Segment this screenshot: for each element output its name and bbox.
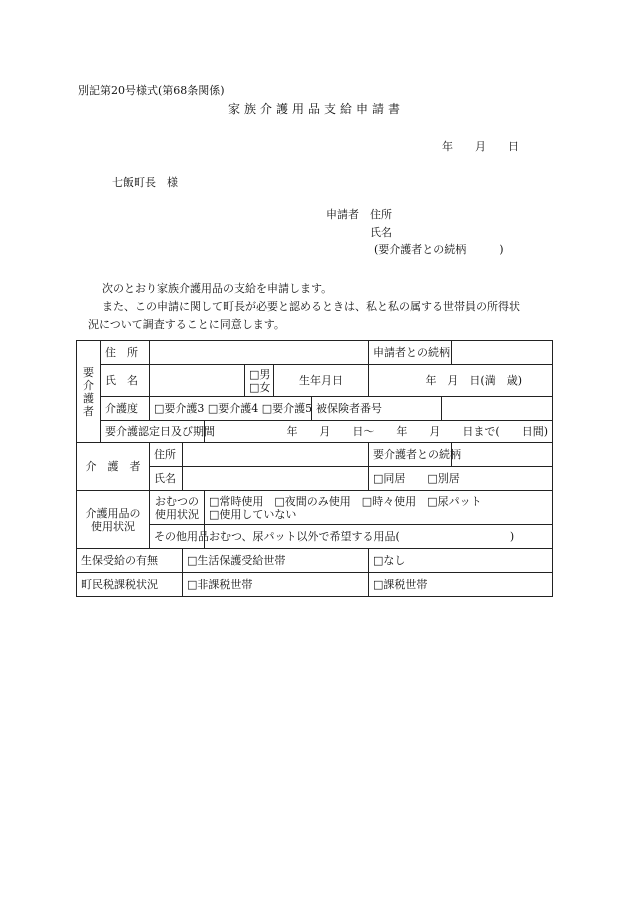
diaper-usage-label: おむつの 使用状況 <box>150 491 205 525</box>
applicant-label: 申請者 <box>326 208 359 221</box>
tax-status-label: 町民税課税状況 <box>77 573 183 597</box>
welfare-no-option[interactable]: □なし <box>369 549 553 573</box>
other-supplies-label: その他用品 <box>150 525 205 549</box>
supplies-usage-label: 介護用品の 使用状況 <box>77 491 150 549</box>
table-row <box>77 421 553 443</box>
table-row <box>77 443 553 467</box>
date-line: 年 月 日 <box>442 140 519 153</box>
welfare-label: 生保受給の有無 <box>77 549 183 573</box>
certification-period-label: 要介護認定日及び期間 <box>101 421 205 443</box>
living-arrangement-options[interactable]: □同居 □別居 <box>369 467 553 491</box>
application-form-table <box>76 340 553 597</box>
insured-number-field[interactable] <box>442 397 553 421</box>
addressee: 七飯町長 様 <box>112 176 178 189</box>
caregiver-name-field[interactable] <box>183 467 369 491</box>
body-text-line3: 況について調査することに同意します。 <box>88 318 285 331</box>
diaper-usage-options[interactable]: □常時使用 □夜間のみ使用 □時々使用 □尿パット □使用していない <box>205 491 553 525</box>
caregiver-label: 介 護 者 <box>77 443 150 491</box>
care-level-options[interactable]: □要介護3 □要介護4 □要介護5 <box>150 397 312 421</box>
birth-date-field[interactable]: 年 月 日(満 歳) <box>369 365 553 397</box>
gender-options[interactable]: □男 □女 <box>245 365 274 397</box>
table-row <box>77 397 553 421</box>
birth-date-label: 生年月日 <box>274 365 369 397</box>
care-recipient-label: 要 介 護 者 <box>77 341 101 443</box>
address-label: 住 所 <box>101 341 150 365</box>
form-title: 家族介護用品支給申請書 <box>228 102 405 116</box>
care-level-label: 介護度 <box>101 397 150 421</box>
table-row <box>77 341 553 365</box>
body-text-line2: また、この申請に関して町長が必要と認めるときは、私と私の属する世帯員の所得状 <box>102 300 520 313</box>
caregiver-address-label: 住所 <box>150 443 183 467</box>
applicant-relation-note: (要介護者との続柄 ) <box>374 243 504 256</box>
relation-with-applicant-label: 申請者との続柄 <box>369 341 452 365</box>
insured-number-label: 被保険者番号 <box>312 397 442 421</box>
table-row <box>77 549 553 573</box>
table-row <box>77 365 553 397</box>
tax-exempt-option[interactable]: □非課税世帯 <box>183 573 369 597</box>
table-row <box>77 491 553 525</box>
relation-with-applicant-field[interactable] <box>452 341 553 365</box>
address-field[interactable] <box>150 341 369 365</box>
certification-period-field[interactable]: 年 月 日～ 年 月 日まで( 日間) <box>205 421 553 443</box>
relation-with-recipient-label: 要介護者との続柄 <box>369 443 452 467</box>
body-text-line1: 次のとおり家族介護用品の支給を申請します。 <box>102 282 333 295</box>
other-supplies-field[interactable]: おむつ、尿パット以外で希望する用品( ) <box>205 525 553 549</box>
applicant-address-label: 住所 <box>370 208 392 221</box>
name-field[interactable] <box>150 365 245 397</box>
applicant-name-label: 氏名 <box>370 226 392 239</box>
table-row <box>77 573 553 597</box>
relation-with-recipient-field[interactable] <box>452 443 553 467</box>
caregiver-name-label: 氏名 <box>150 467 183 491</box>
form-reference: 別記第20号様式(第68条関係) <box>78 84 225 97</box>
welfare-yes-option[interactable]: □生活保護受給世帯 <box>183 549 369 573</box>
caregiver-address-field[interactable] <box>183 443 369 467</box>
tax-taxed-option[interactable]: □課税世帯 <box>369 573 553 597</box>
name-label: 氏 名 <box>101 365 150 397</box>
